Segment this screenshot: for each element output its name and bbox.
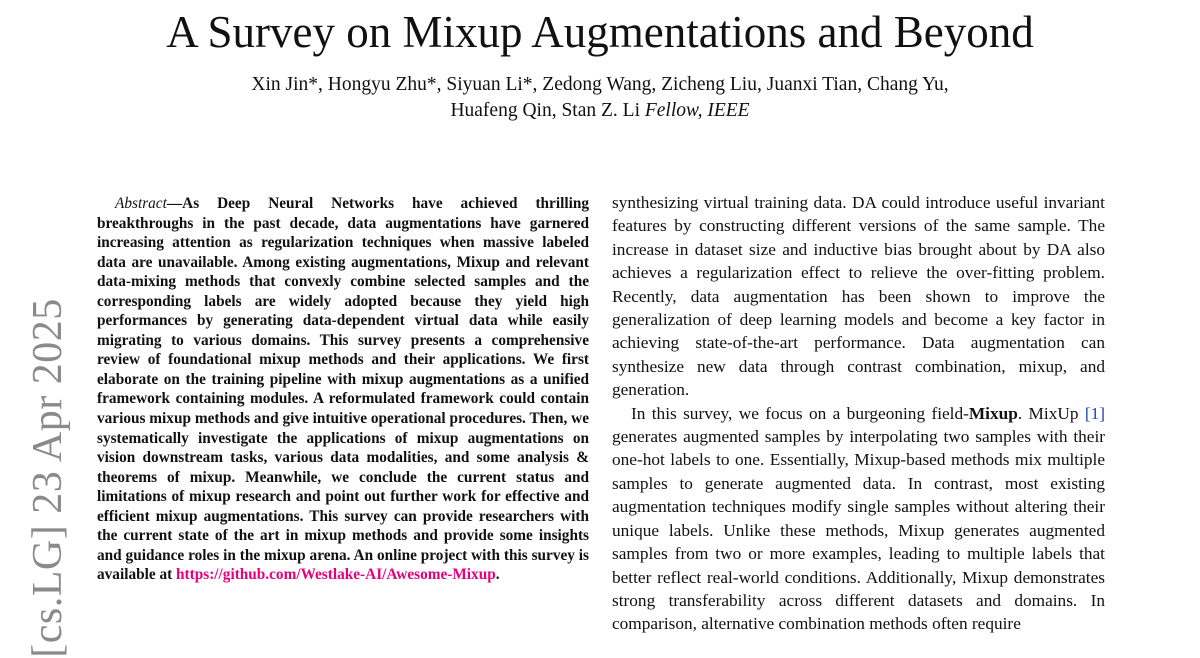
- abstract-body: As Deep Neural Networks have achieved thrilling breakthroughs in the past decade, data augmentations have garnered increasing attention as regularization techniques when massive labeled data are unavailable. Among existing augmentations, Mixup and relevant data-mixing methods that convexly combine selected samples and the corresponding labels are widely adopted because they yield high performances by generating data-dependent virtual data while easily migrating to various domains. This survey presents a comprehensive review of foundational mixup methods and their applications. We first elaborate on the training pipeline with mixup augmentations as a unified framework containing modules. A reformulated framework could contain various mixup methods and give intuitive operational procedures. Then, we systematically investigate the applications of mixup augmentations on vision downstream tasks, various data modalities, and some analysis & theorems of mixup. Meanwhile, we conclude the current status and limitations of mixup research and point out further work for effective and efficient mixup augmentations. This survey can provide researchers with the current state of the art in mixup methods and provide some insights and guidance roles in the mixup arena. An online project with this survey is available at: [97, 195, 589, 584]
- abstract-period: .: [495, 566, 500, 584]
- project-link[interactable]: https://github.com/Westlake-AI/Awesome-Mixup: [176, 566, 496, 584]
- arxiv-stamp: [cs.LG] 23 Apr 2025: [25, 298, 71, 658]
- body-column-right: [612, 191, 1105, 648]
- para2-mixup-ref: . MixUp: [1017, 403, 1079, 423]
- mixup-term: Mixup: [968, 403, 1018, 423]
- author-names: Huafeng Qin, Stan Z. Li: [450, 100, 640, 121]
- para2-intro: In this survey, we focus on a burgeoning field-: [631, 403, 969, 423]
- abstract-section: [97, 194, 589, 585]
- author-line-1: Xin Jin*, Hongyu Zhu*, Siyuan Li*, Zedong Wang, Zicheng Liu, Juanxi Tian, Chang Yu,: [251, 74, 949, 95]
- fellow-title: Fellow, IEEE: [644, 100, 750, 121]
- paper-title: A Survey on Mixup Augmentations and Beyond: [166, 7, 1034, 57]
- abstract-label: Abstract: [115, 195, 167, 212]
- para2-rest: generates augmented samples by interpolating two samples with their one-hot labels to one. Essentially, Mixup-based methods mix multiple samples to generate augmented data. In contrast, most existing augmentation techniques modify single samples without altering their unique labels. Unlike these methods, Mixup generates augmented samples from two or more examples, leading to multiple labels that better reflect real-world conditions. Additionally, Mixup demonstrates strong transferability across different datasets and domains. In comparison, alternative combination methods often require: [612, 427, 1105, 634]
- citation-1-link[interactable]: [1]: [1084, 403, 1105, 423]
- abstract-dash: —: [166, 195, 183, 212]
- body-paragraph-2: [612, 402, 1105, 636]
- body-paragraph-1: synthesizing virtual training data. DA could introduce useful invariant features by constructing different versions of the same sample. The increase in dataset size and inductive bias brought about by DA also achieves a regularization effect to relieve the over-fitting problem. Recently, data augmentation has been shown to improve the generalization of deep learning models and become a key factor in achieving state-of-the-art performance. Data augmentation can synthesize new data through contrast combination, mixup, and generation.: [612, 193, 1105, 400]
- author-list: [0, 72, 1200, 124]
- author-line-2: [0, 98, 1200, 124]
